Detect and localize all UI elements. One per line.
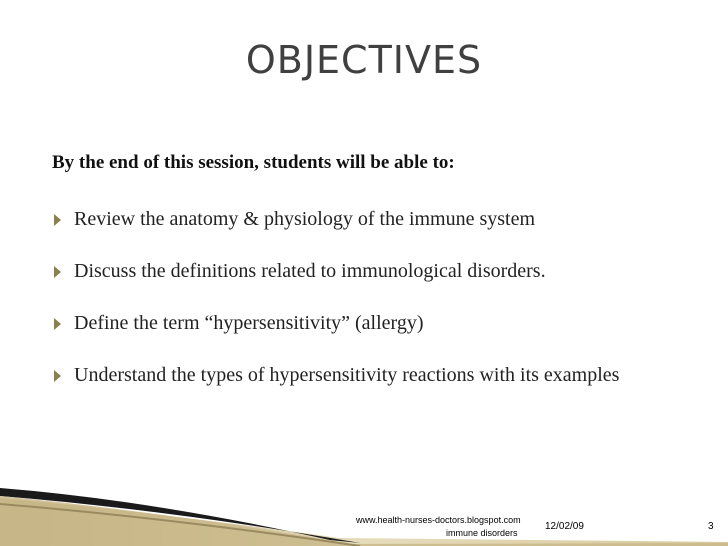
objective-text: Discuss the definitions related to immunological disorders. — [74, 260, 546, 282]
objective-item — [52, 206, 692, 232]
slide-title: OBJECTIVES — [245, 38, 483, 82]
footer-url[interactable]: www.health-nurses-doctors.blogspot.com — [356, 515, 521, 525]
bullet-arrow-icon — [54, 370, 61, 382]
footer-topic: immune disorders — [446, 528, 518, 538]
objective-item — [52, 258, 692, 284]
bullet-arrow-icon — [54, 318, 61, 330]
footer-date: 12/02/09 — [545, 521, 584, 532]
objective-text: Understand the types of hypersensitivity reactions with its examples — [74, 364, 620, 386]
bullet-arrow-icon — [54, 214, 61, 226]
objective-text: Review the anatomy & physiology of the immune system — [74, 208, 536, 230]
intro-text: By the end of this session, students will be able to: — [52, 152, 455, 173]
page-number: 3 — [708, 521, 714, 532]
objective-item — [52, 310, 692, 336]
bullet-arrow-icon — [54, 266, 61, 278]
objectives-list — [52, 206, 692, 414]
objective-text: Define the term “hypersensitivity” (allergy) — [74, 312, 424, 334]
objective-item — [52, 362, 692, 388]
footer-swoosh — [0, 468, 728, 546]
